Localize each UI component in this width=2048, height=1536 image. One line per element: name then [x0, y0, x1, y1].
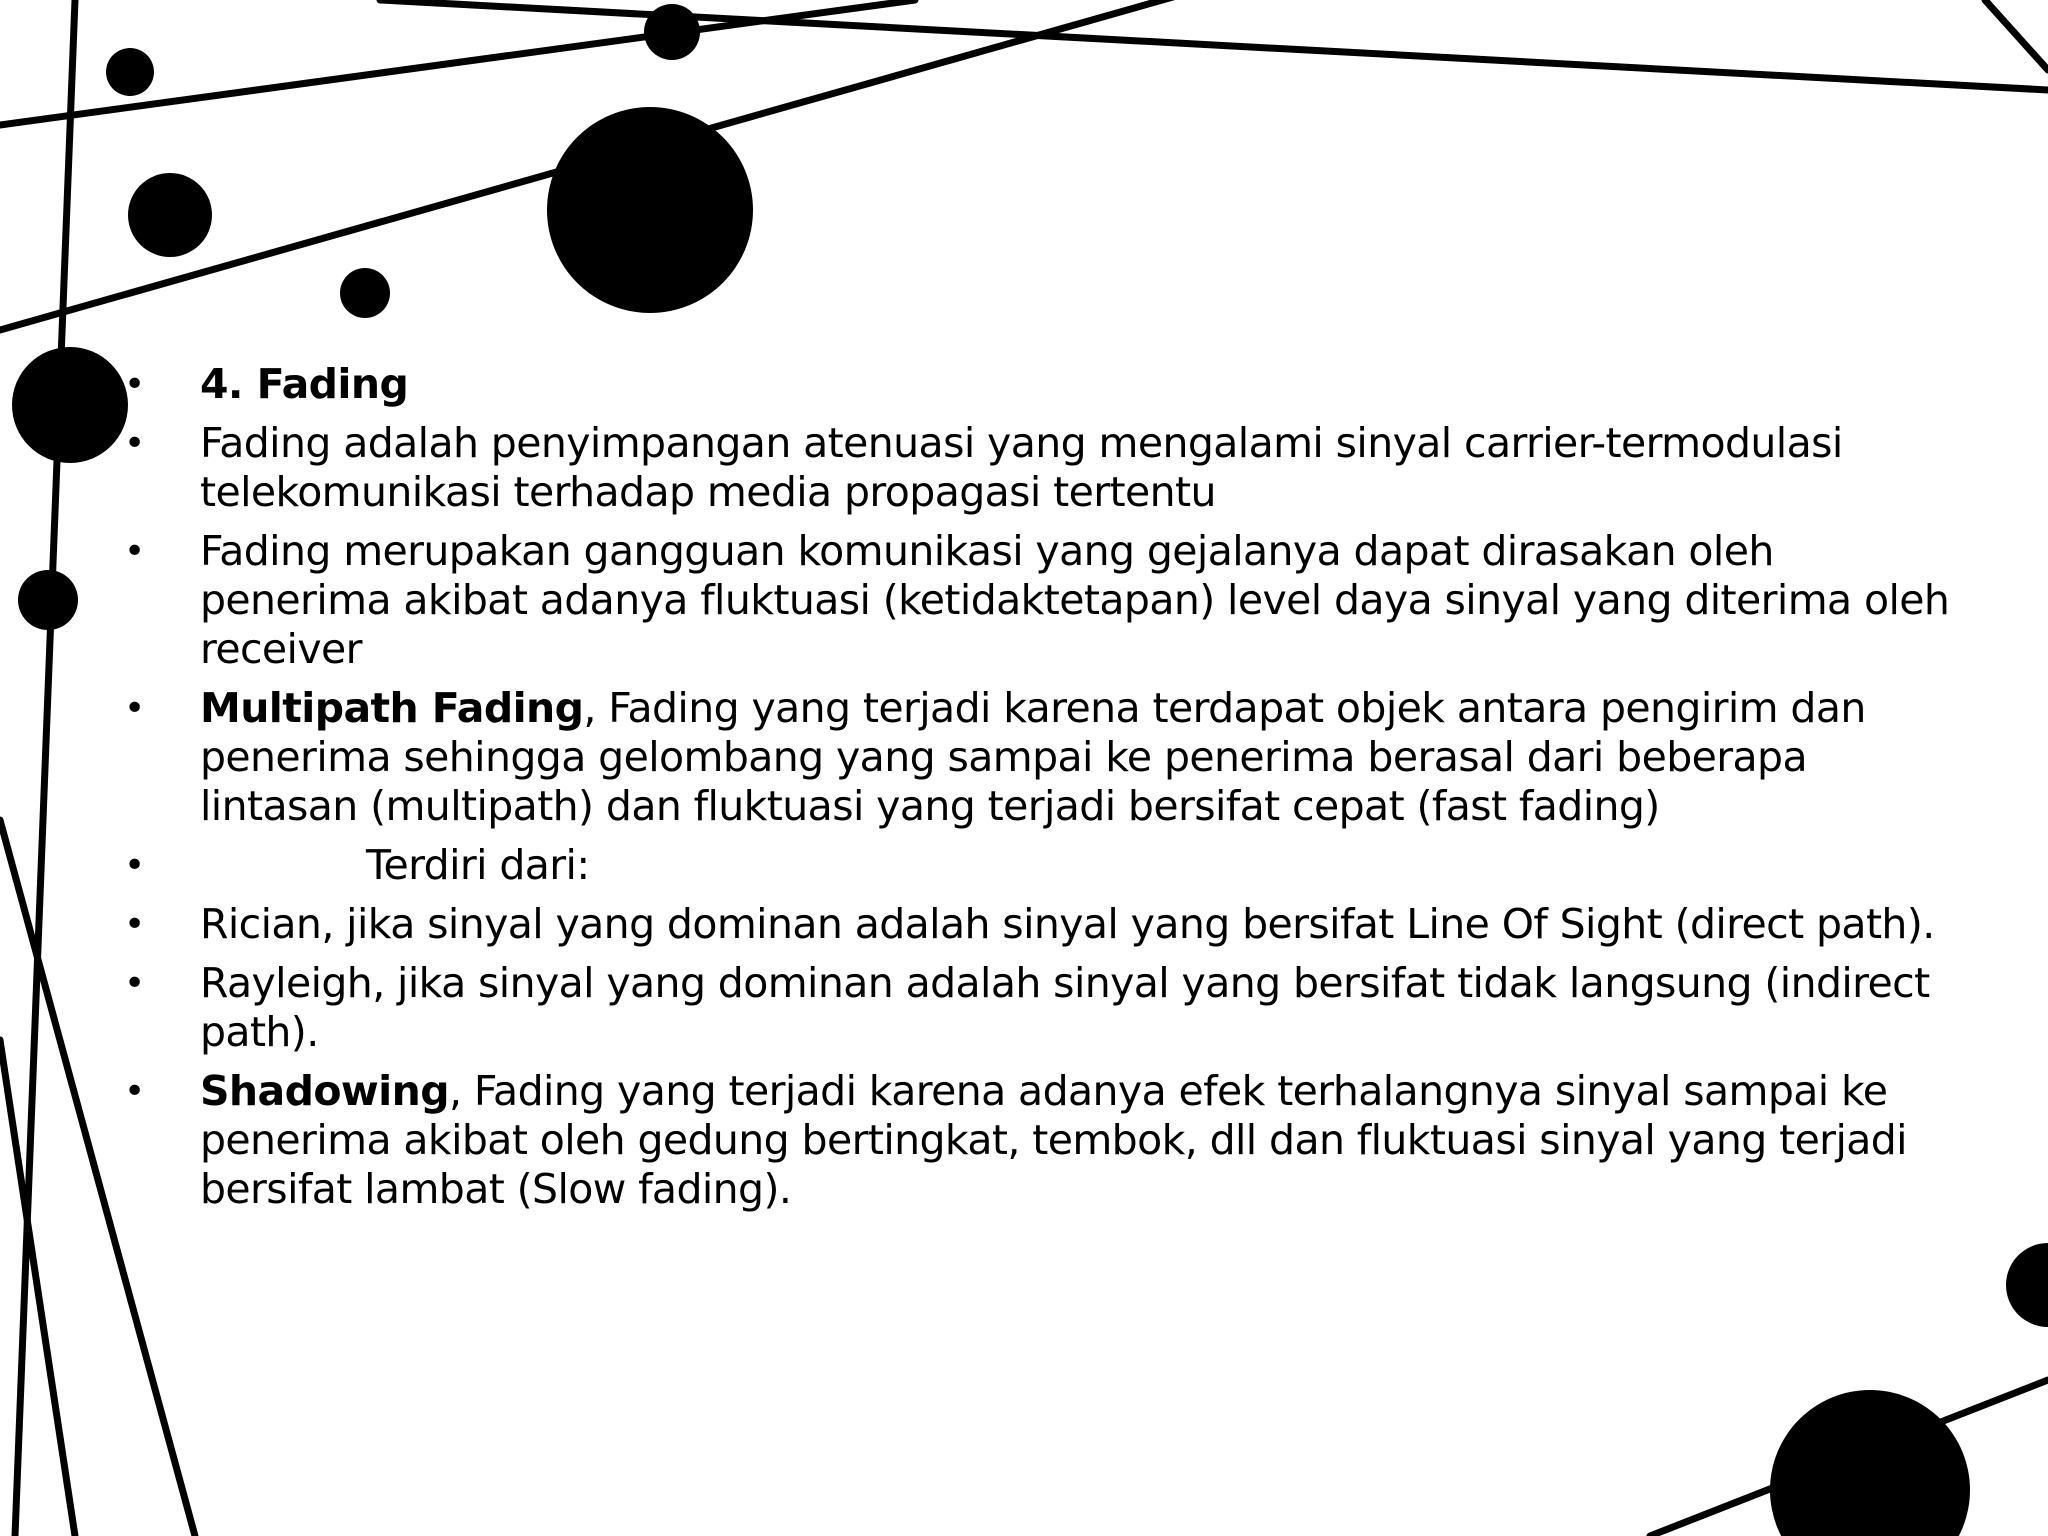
bullet-text: , Fading yang terjadi karena adanya efek terhalangnya sinyal sampai ke penerima akibat oleh gedung bertingkat, tembok, dll dan fluktuasi sinyal yang terjadi bersifat lambat (Slow fading). [200, 1067, 1907, 1213]
bullet-text: Terdiri dari: [366, 841, 590, 889]
bullet-item [110, 360, 1970, 409]
bullet-dot-icon: • [124, 688, 145, 729]
bullet-heading: 4. Fading [200, 360, 409, 408]
decor-line [0, 1040, 75, 1536]
bullet-item [110, 527, 1970, 674]
bullet-heading: Multipath Fading [200, 684, 584, 732]
bullet-item [110, 900, 1970, 949]
bullet-dot-icon: • [124, 904, 145, 945]
bullet-text: Rayleigh, jika sinyal yang dominan adalah sinyal yang bersifat tidak langsung (indirect path). [200, 959, 1930, 1056]
decor-dot [1770, 1390, 1970, 1536]
decor-dot [547, 107, 753, 313]
bullet-text: Fading merupakan gangguan komunikasi yang gejalanya dapat dirasakan oleh penerima akibat adanya fluktuasi (ketidaktetapan) level daya sinyal yang diterima oleh receiver [200, 527, 1950, 673]
decor-line [15, 0, 75, 1536]
decor-dot [128, 173, 212, 257]
slide-content [110, 360, 1970, 1224]
bullet-text: Fading adalah penyimpangan atenuasi yang mengalami sinyal carrier-termodulasi telekomunikasi terhadap media propagasi tertentu [200, 419, 1843, 516]
bullet-dot-icon: • [124, 963, 145, 1004]
decor-dot [106, 48, 154, 96]
decor-dot [18, 570, 78, 630]
bullet-dot-icon: • [124, 423, 145, 464]
bullet-dot-icon: • [124, 1071, 145, 1112]
decor-dot [644, 4, 700, 60]
bullet-item [110, 419, 1970, 517]
bullet-dot-icon: • [124, 845, 145, 886]
bullet-text: , Fading yang terjadi karena terdapat objek antara pengirim dan penerima sehingga gelombang yang sampai ke penerima berasal dari beberapa lintasan (multipath) dan fluktuasi yang terjadi bersifat cepat (fast fading) [200, 684, 1866, 830]
bullet-list [110, 360, 1970, 1214]
bullet-item [110, 1067, 1970, 1214]
bullet-dot-icon: • [124, 531, 145, 572]
bullet-dot-icon: • [124, 364, 145, 405]
bullet-item [110, 959, 1970, 1057]
decor-dot [2006, 1243, 2048, 1327]
bullet-heading: Shadowing [200, 1067, 449, 1115]
decor-line [1985, 0, 2048, 70]
decor-line [380, 0, 2048, 90]
bullet-text: Rician, jika sinyal yang dominan adalah sinyal yang bersifat Line Of Sight (direct path). [200, 900, 1935, 948]
bullet-item [110, 841, 1970, 890]
bullet-item [110, 684, 1970, 831]
decor-dot [340, 268, 390, 318]
